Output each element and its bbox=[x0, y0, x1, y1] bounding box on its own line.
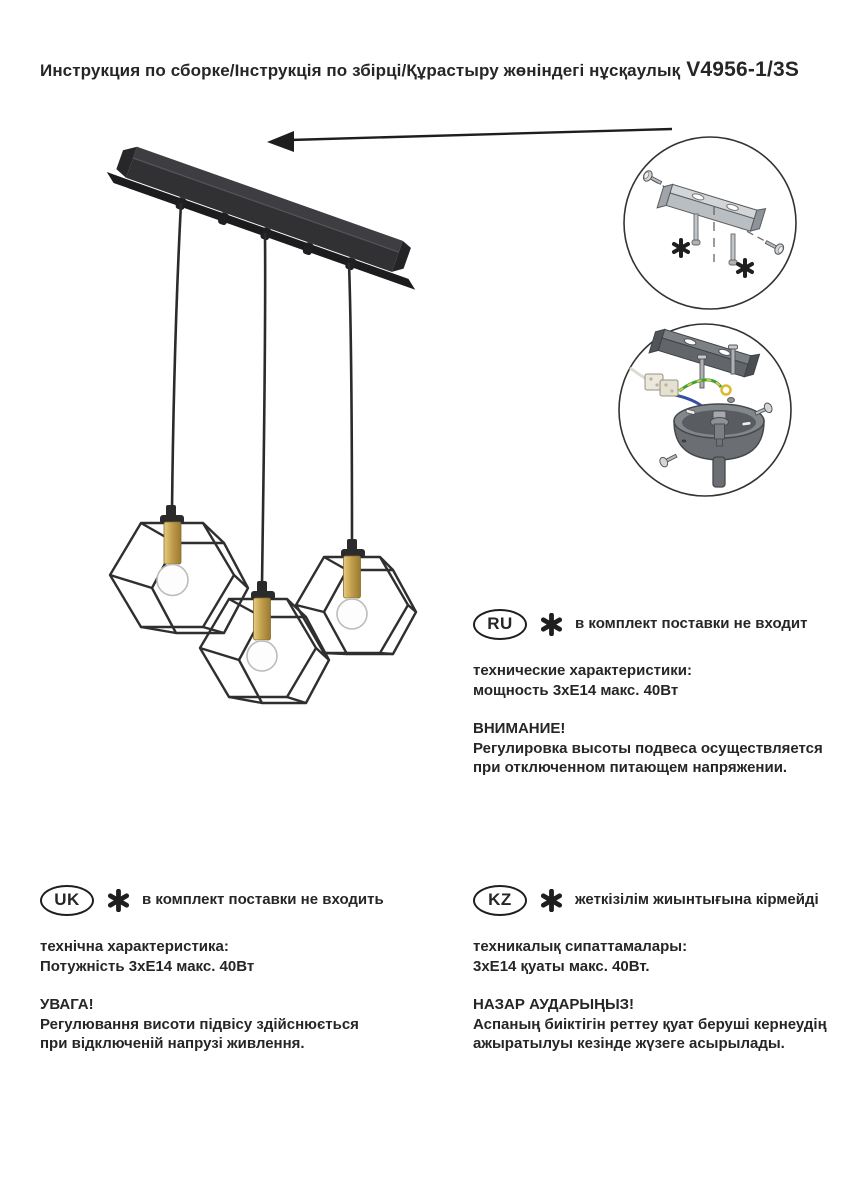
kit-note: в комплект поставки не входить bbox=[142, 891, 384, 909]
pendant-cords bbox=[172, 203, 352, 586]
spec-text: технічна характеристика: Потужність 3хЕ14 макс. 40Вт bbox=[40, 938, 255, 975]
language-badge-ru: RU bbox=[473, 609, 527, 640]
terminal-block bbox=[645, 374, 678, 396]
mounting-bracket bbox=[649, 323, 759, 384]
pendant-cord-middle bbox=[262, 233, 265, 586]
arrow-pointer bbox=[267, 129, 672, 152]
mounting-screw-icon bbox=[642, 169, 664, 188]
asterisk-icon bbox=[107, 889, 130, 912]
detail-circle-mounting bbox=[624, 137, 796, 309]
ceiling-canopy bbox=[103, 140, 429, 293]
warning-text: ВНИМАНИЕ! Регулировка высоты подвеса осуществляется при отключенном питающем напряжении. bbox=[473, 720, 823, 776]
language-badge-kz: KZ bbox=[473, 885, 527, 916]
warning-title: ВНИМАНИЕ! bbox=[473, 720, 566, 737]
hex-cage-shade-right bbox=[296, 557, 416, 654]
spec-text: техникалық сипаттамалары: 3хЕ14 қуаты макс. 40Вт. bbox=[473, 938, 688, 975]
page-title bbox=[40, 58, 799, 82]
mounting-screw-icon bbox=[763, 237, 785, 256]
dowel-icon bbox=[729, 234, 737, 265]
pendant-cord-left bbox=[172, 203, 181, 510]
mounting-bracket bbox=[657, 178, 766, 238]
strain-relief bbox=[711, 411, 729, 446]
lamp-socket-middle bbox=[247, 581, 277, 671]
detail-circle-wiring bbox=[619, 323, 791, 496]
warning-title: УВАГА! bbox=[40, 996, 94, 1013]
section-ru-header bbox=[473, 610, 808, 638]
light-bulb-left bbox=[157, 565, 188, 596]
warning-title: НАЗАР АУДАРЫҢЫЗ! bbox=[473, 996, 635, 1013]
cord-grip-knobs bbox=[175, 196, 357, 270]
nut-icon bbox=[728, 398, 735, 403]
blue-wire bbox=[670, 394, 716, 423]
ring-terminal-icon bbox=[722, 386, 731, 395]
spec-text: технические характеристики: мощность 3хЕ14 макс. 40Вт bbox=[473, 662, 692, 699]
title-text: Инструкция по сборке/Інструкція по збірці/Құрастыру жөніндегі нұсқаулық bbox=[40, 61, 681, 80]
warning-text: НАЗАР АУДАРЫҢЫЗ! Аспаның биіктігін реттеу қуат беруші кернеудің ажыратылуы кезінде жүзеге асырылады. bbox=[473, 996, 827, 1052]
bracket-screw-icon bbox=[698, 345, 738, 388]
model-number: V4956-1/3S bbox=[686, 58, 800, 81]
asterisk-icon bbox=[540, 889, 563, 912]
lamp-socket-left bbox=[157, 505, 188, 596]
light-bulb-right bbox=[337, 599, 367, 629]
section-kz-header bbox=[473, 886, 819, 914]
kit-note: в комплект поставки не входит bbox=[575, 615, 808, 633]
section-uk-header bbox=[40, 886, 384, 914]
hex-cage-shade-left bbox=[110, 523, 248, 633]
canopy-cup bbox=[674, 404, 764, 487]
asterisk-icon bbox=[738, 260, 752, 276]
kit-note: жеткізілім жиынтығына кірмейді bbox=[575, 891, 819, 909]
ground-wire bbox=[679, 380, 721, 391]
side-screw-icon bbox=[753, 402, 773, 419]
lamp-socket-right bbox=[337, 539, 367, 629]
asterisk-icon bbox=[540, 613, 563, 636]
hex-cage-shade-middle bbox=[200, 599, 329, 703]
dowel-icon bbox=[692, 214, 700, 245]
light-bulb-middle bbox=[247, 641, 277, 671]
pendant-cord-right bbox=[349, 263, 352, 544]
side-screw-icon bbox=[658, 451, 678, 468]
language-badge-uk: UK bbox=[40, 885, 94, 916]
canopy-stem bbox=[713, 457, 725, 487]
asterisk-icon bbox=[674, 240, 688, 256]
wires bbox=[630, 368, 731, 423]
warning-text: УВАГА! Регулювання висоти підвісу здійснюється при відключеній напрузі живлення. bbox=[40, 996, 359, 1052]
